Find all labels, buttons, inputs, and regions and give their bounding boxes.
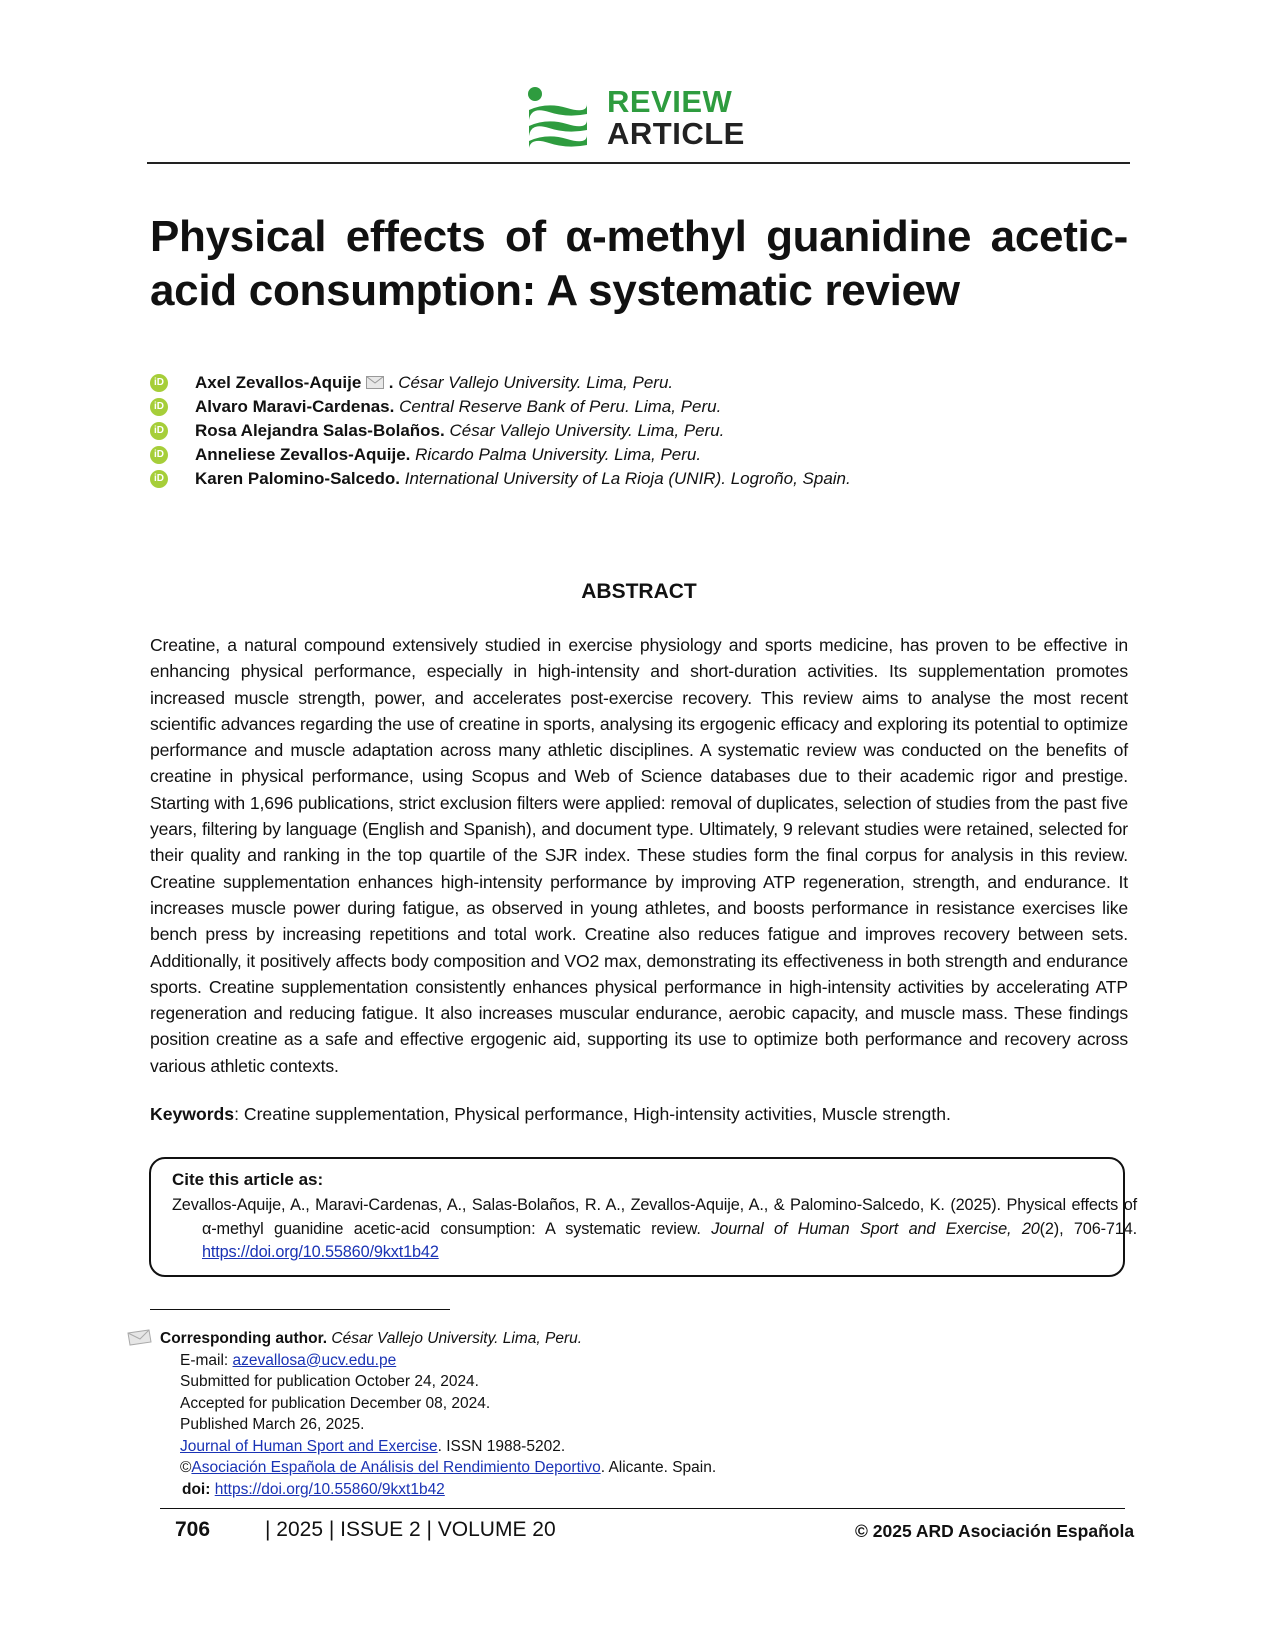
abstract-text: Creatine, a natural compound extensively studied in exercise physiology and sports medicine, has proven to be effective in enhancing physical performance, especially in high-intensity and short-duration activities. Its supplementation promotes increased muscle strength, power, and accelerates post-exercise recovery. This review aims to analyse the most recent scientific advances regarding the use of creatine in sports, analysing its ergogenic efficacy and exploring its potential to optimize performance and muscle adaptation across many athletic disciplines. A systematic review was conducted on the benefits of creatine in physical performance, using Scopus and Web of Science databases due to their academic rigor and prestige. Starting with 1,696 publications, strict exclusion filters were applied: removal of duplicates, selection of studies from the past five years, filtering by language (English and Spanish), and document type. Ultimately, 9 relevant studies were retained, selected for their quality and ranking in the top quartile of the SJR index. These studies form the final corpus for analysis in this review. Creatine supplementation enhances high-intensity performance by improving ATP regeneration, strength, and endurance. It increases muscle power during fatigue, as observed in young athletes, and boosts performance in resistance exercises like bench press by increasing repetitions and total work. Creatine also reduces fatigue and improves recovery between sets. Additionally, it positively affects body composition and VO2 max, demonstrating its effectiveness in both strength and endurance sports. Creatine supplementation consistently enhances physical performance in high-intensity activities by accelerating ATP regeneration and reducing fatigue. It also increases muscular endurance, aerobic capacity, and muscle mass. These findings position creatine as a safe and effective ergogenic aid, supporting its use to optimize both performance and recovery across various athletic contexts.: [150, 635, 1128, 1076]
author-item: [150, 419, 1050, 443]
page-number: 706: [175, 1518, 211, 1541]
keywords-list: : Creatine supplementation, Physical performance, High-intensity activities, Muscle strength.: [234, 1104, 951, 1124]
author-name: Karen Palomino-Salcedo.: [195, 469, 400, 488]
author-affiliation: César Vallejo University. Lima, Peru.: [449, 421, 725, 440]
author-name: Anneliese Zevallos-Aquije.: [195, 445, 411, 464]
orcid-icon[interactable]: iD: [150, 422, 168, 440]
keywords-label: Keywords: [150, 1104, 235, 1124]
accepted-date: Accepted for publication December 08, 2024.: [180, 1394, 491, 1412]
author-item: [150, 467, 1050, 491]
envelope-icon: [127, 1329, 152, 1346]
association-link[interactable]: Asociación Española de Análisis del Rendimiento Deportivo: [191, 1459, 601, 1476]
author-affiliation: Central Reserve Bank of Peru. Lima, Peru.: [399, 397, 722, 416]
orcid-icon[interactable]: iD: [150, 446, 168, 464]
corresponding-affiliation: César Vallejo University. Lima, Peru.: [331, 1330, 583, 1347]
corresponding-author-label: Corresponding author.: [160, 1330, 328, 1347]
email-link[interactable]: azevallosa@ucv.edu.pe: [232, 1351, 397, 1369]
author-name: Alvaro Maravi-Cardenas.: [195, 397, 395, 416]
orcid-icon[interactable]: iD: [150, 374, 168, 392]
journal-link[interactable]: Journal of Human Sport and Exercise: [180, 1437, 438, 1455]
author-affiliation: Ricardo Palma University. Lima, Peru.: [415, 445, 702, 464]
footnote-divider: [150, 1309, 450, 1310]
author-item: [150, 443, 1050, 467]
author-item: iD Axel Zevallos-Aquije . César Vallejo University. Lima, Peru.: [150, 371, 1050, 395]
citation-label: Cite this article as:: [172, 1170, 324, 1189]
author-name: Axel Zevallos-Aquije: [195, 373, 362, 392]
keywords: [150, 1101, 1128, 1127]
doi-label: doi:: [182, 1480, 211, 1498]
footnote-doi-link[interactable]: https://doi.org/10.55860/9kxt1b42: [214, 1480, 445, 1498]
author-name: Rosa Alejandra Salas-Bolaños.: [195, 421, 445, 440]
orcid-icon[interactable]: iD: [150, 398, 168, 416]
author-list: [150, 371, 1050, 491]
abstract-heading: ABSTRACT: [581, 580, 697, 603]
published-date: Published March 26, 2025.: [180, 1416, 365, 1433]
footer-divider: [160, 1508, 1125, 1509]
article-title: Physical effects of α-methyl guanidine acetic-acid consumption: A systematic review: [150, 212, 1128, 315]
issue-info: | 2025 | ISSUE 2 | VOLUME 20: [265, 1518, 556, 1541]
stripes-logo-icon: [527, 86, 589, 148]
header-divider: [147, 162, 1130, 164]
review-article-logo: [527, 86, 757, 152]
envelope-icon[interactable]: [366, 376, 384, 389]
footer-copyright: © 2025 ARD Asociación Española: [855, 1521, 1135, 1541]
author-affiliation: International University of La Rioja (UNIR). Logroño, Spain.: [404, 469, 851, 488]
corresponding-author-footnote: Corresponding author. César Vallejo University. Lima, Peru. E-mail: azevallosa@ucv.edu.pe Submitted for publication October 24, 2024. Accepted for publication December 08, 2024. Published March 26, 2025. Journal of Human Sport and Exercise. ISSN 1988-5202. ©Asociación Española de Análisis del Rendimiento Deportivo. Alicante. Spain. doi: https://doi.org/10.55860/9kxt1b42: [127, 1328, 927, 1500]
orcid-icon[interactable]: iD: [150, 470, 168, 488]
author-affiliation: César Vallejo University. Lima, Peru.: [398, 373, 674, 392]
submitted-date: Submitted for publication October 24, 2024.: [180, 1373, 479, 1390]
citation-doi-link[interactable]: https://doi.org/10.55860/9kxt1b42: [202, 1243, 439, 1261]
logo-line-article: ARTICLE: [607, 116, 745, 151]
logo-line-review: REVIEW: [607, 84, 733, 119]
citation-text: Zevallos-Aquije, A., Maravi-Cardenas, A., Salas-Bolaños, R. A., Zevallos-Aquije, A., & Palomino-Salcedo, K. (2025). Physical effects of α-methyl guanidine acetic-acid consumption: A systematic review. Journal of Human Sport and Exercise, 20(2), 706-714. https://doi.org/10.55860/9kxt1b42: [172, 1196, 1137, 1261]
citation-journal: Journal of Human Sport and Exercise, 20: [711, 1219, 1040, 1238]
author-item: [150, 395, 1050, 419]
